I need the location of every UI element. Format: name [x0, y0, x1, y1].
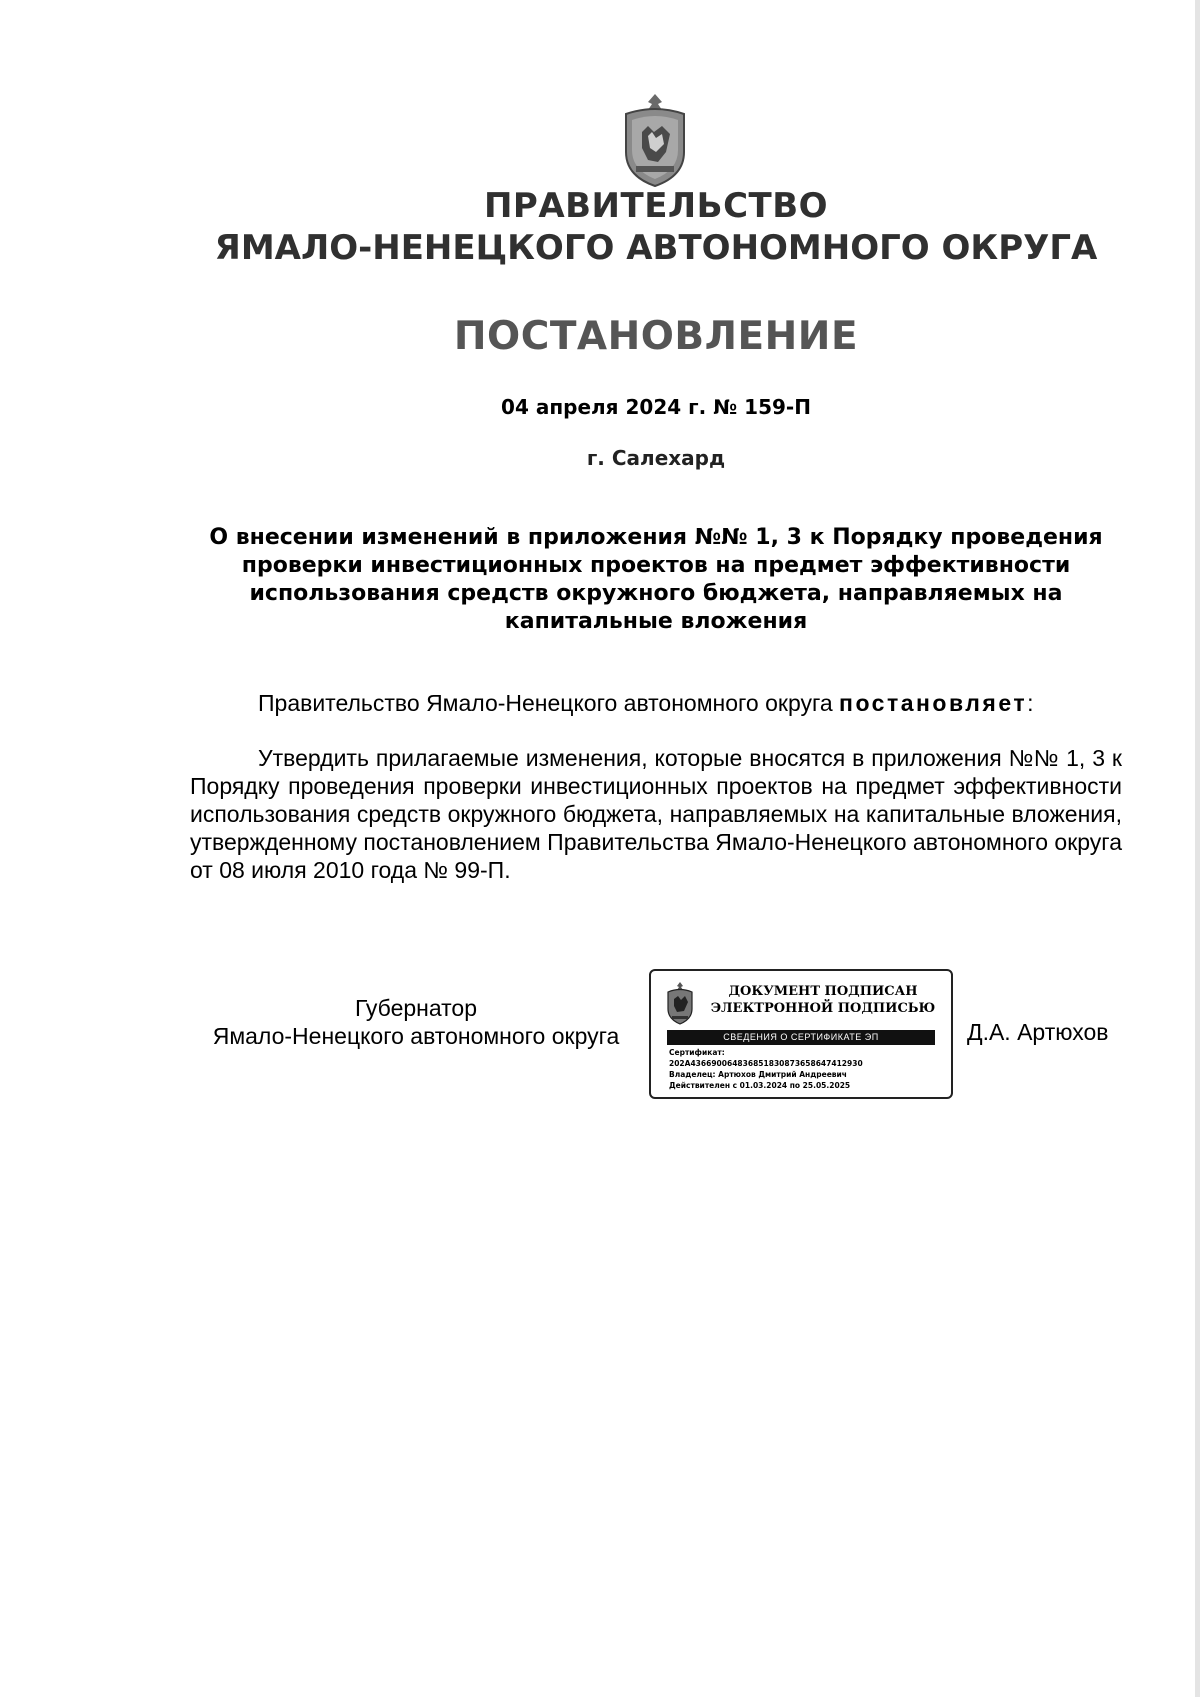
stamp-title: ДОКУМЕНТ ПОДПИСАН ЭЛЕКТРОННОЙ ПОДПИСЬЮ [710, 984, 936, 1016]
stamp-owner: Владелец: Артюхов Дмитрий Андреевич [669, 1070, 847, 1079]
stamp-cert-number: 202A436690064836851830873658647412930 [669, 1059, 863, 1068]
body-paragraph: Утвердить прилагаемые изменения, которые вносятся в приложения №№ 1, 3 к Порядку проведения проверки инвестиционных проектов на предмет эффективности использования средств окружного бюджета, направляемых на капитальные вложения, утвержденному постановлением Правительства Ямало-Ненецкого автономного округа от 08 июля 2010 года № 99-П. [190, 745, 1122, 883]
preamble-keyword: постановляет [839, 690, 1028, 716]
stamp-coat-of-arms-icon [665, 981, 695, 1025]
document-title: О внесении изменений в приложения №№ 1, 3 к Порядку проведения проверки инвестиционных проектов на предмет эффективности использования средств окружного бюджета, направляемых на капитальные вложения [209, 525, 1103, 634]
document-type: ПОСТАНОВЛЕНИЕ [453, 314, 859, 359]
org-name-line1: ПРАВИТЕЛЬСТВО [483, 186, 829, 226]
date-number: 04 апреля 2024 г. № 159-П [501, 395, 811, 419]
e-signature-stamp [649, 969, 953, 1099]
stamp-cert-label: Сертификат: [669, 1048, 725, 1057]
signatory-name: Д.А. Артюхов [967, 1019, 1109, 1045]
preamble [258, 690, 1033, 717]
signatory-position [190, 994, 642, 1050]
stamp-info-bar: СВЕДЕНИЯ О СЕРТИФИКАТЕ ЭП [667, 1030, 935, 1045]
city: г. Салехард [586, 446, 726, 470]
preamble-end: : [1027, 690, 1034, 716]
coat-of-arms-icon [618, 92, 692, 188]
org-name-line2: ЯМАЛО-НЕНЕЦКОГО АВТОНОМНОГО ОКРУГА [214, 228, 1098, 268]
position-line2: Ямало-Ненецкого автономного округа [212, 1023, 620, 1049]
position-line1: Губернатор [354, 995, 478, 1021]
stamp-validity: Действителен с 01.03.2024 по 25.05.2025 [669, 1081, 851, 1090]
preamble-text: Правительство Ямало-Ненецкого автономного округа [258, 690, 840, 716]
